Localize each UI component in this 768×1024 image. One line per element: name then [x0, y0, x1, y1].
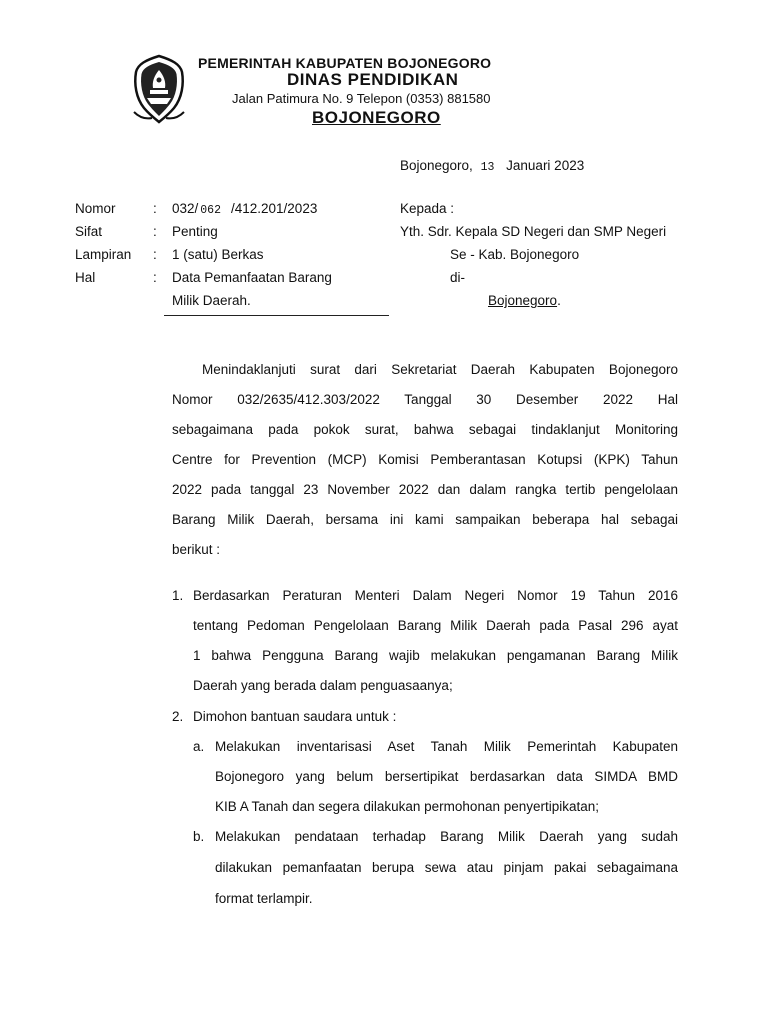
paragraph-line: Barang Milik Daerah, bersama ini kami sampaikan beberapa hal sebagai — [172, 512, 678, 527]
nomor-label: Nomor — [75, 201, 116, 216]
item-1-line: 1 bahwa Pengguna Barang wajib melakukan pengamanan Barang Milik — [193, 648, 678, 663]
letter-date — [400, 158, 584, 176]
sub-b-letter: b. — [193, 829, 205, 844]
recipient-line-1: Yth. Sdr. Kepala SD Negeri dan SMP Negeri — [400, 224, 667, 239]
lampiran-value: 1 (satu) Berkas — [172, 247, 264, 262]
sub-a-line: Bojonegoro yang belum bersertipikat berdasarkan data SIMDA BMD — [215, 769, 678, 784]
item-2-number: 2. — [172, 709, 184, 724]
hal-label: Hal — [75, 270, 96, 285]
sub-a-letter: a. — [193, 739, 205, 754]
hal-value-line-1: Data Pemanfaatan Barang — [172, 270, 332, 285]
date-place: Bojonegoro, — [400, 158, 473, 173]
paragraph-line: Menindaklanjuti surat dari Sekretariat Daerah Kabupaten Bojonegoro — [202, 362, 678, 377]
sifat-colon: : — [153, 224, 157, 239]
sifat-label: Sifat — [75, 224, 103, 239]
office-address: Jalan Patimura No. 9 Telepon (0353) 881580 — [232, 91, 491, 106]
paragraph-line: sebagaimana pada pokok surat, bahwa sebagai tindaklanjut Monitoring — [172, 422, 678, 437]
item-1-line: Berdasarkan Peraturan Menteri Dalam Negeri Nomor 19 Tahun 2016 — [193, 588, 678, 603]
paragraph-line: Nomor 032/2635/412.303/2022 Tanggal 30 Desember 2022 Hal — [172, 392, 678, 407]
recipient-line-4 — [488, 293, 561, 309]
recipient-city: Bojonegoro — [488, 293, 558, 308]
subject-underline — [164, 315, 389, 316]
item-1-number: 1. — [172, 588, 184, 603]
paragraph-line: berikut : — [172, 542, 221, 557]
regency-emblem — [132, 54, 186, 124]
paragraph-line: Centre for Prevention (MCP) Komisi Pemberantasan Kotupsi (KPK) Tahun — [172, 452, 678, 467]
recipient-period: . — [557, 293, 561, 308]
sub-b-line: format terlampir. — [215, 891, 313, 906]
recipient-line-3: di- — [450, 270, 466, 285]
item-2-text: Dimohon bantuan saudara untuk : — [193, 709, 397, 724]
lampiran-colon: : — [153, 247, 157, 262]
sub-a-line: KIB A Tanah dan segera dilakukan permohonan penyertipikatan; — [215, 799, 600, 814]
department-name: DINAS PENDIDIKAN — [287, 70, 459, 89]
date-day: 13 — [480, 161, 495, 174]
sub-b-line: dilakukan pemanfaatan berupa sewa atau pinjam pakai sebagaimana — [215, 860, 678, 875]
item-1-line: tentang Pedoman Pengelolaan Barang Milik Daerah pada Pasal 296 ayat — [193, 618, 678, 633]
lampiran-label: Lampiran — [75, 247, 132, 262]
recipient-kepada: Kepada : — [400, 201, 455, 216]
sub-a-line: Melakukan inventarisasi Aset Tanah Milik Pemerintah Kabupaten — [215, 739, 678, 754]
sub-b-line: Melakukan pendataan terhadap Barang Milik Daerah yang sudah — [215, 829, 678, 844]
nomor-colon: : — [153, 201, 157, 216]
recipient-line-2: Se - Kab. Bojonegoro — [450, 247, 580, 262]
letterhead-city: BOJONEGORO — [312, 108, 441, 127]
hal-value-line-2: Milik Daerah. — [172, 293, 251, 308]
paragraph-line: 2022 pada tanggal 23 November 2022 dan dalam rangka tertib pengelolaan — [172, 482, 678, 497]
hal-colon: : — [153, 270, 157, 285]
nomor-prefix: 032/ — [172, 201, 199, 216]
nomor-handwritten: 062 — [200, 204, 221, 217]
date-month-year: Januari 2023 — [506, 158, 585, 173]
government-name: PEMERINTAH KABUPATEN BOJONEGORO — [198, 55, 492, 71]
item-1-line: Daerah yang berada dalam penguasaanya; — [193, 678, 453, 693]
nomor-suffix: /412.201/2023 — [231, 201, 318, 216]
sifat-value: Penting — [172, 224, 218, 239]
nomor-value — [172, 201, 317, 219]
